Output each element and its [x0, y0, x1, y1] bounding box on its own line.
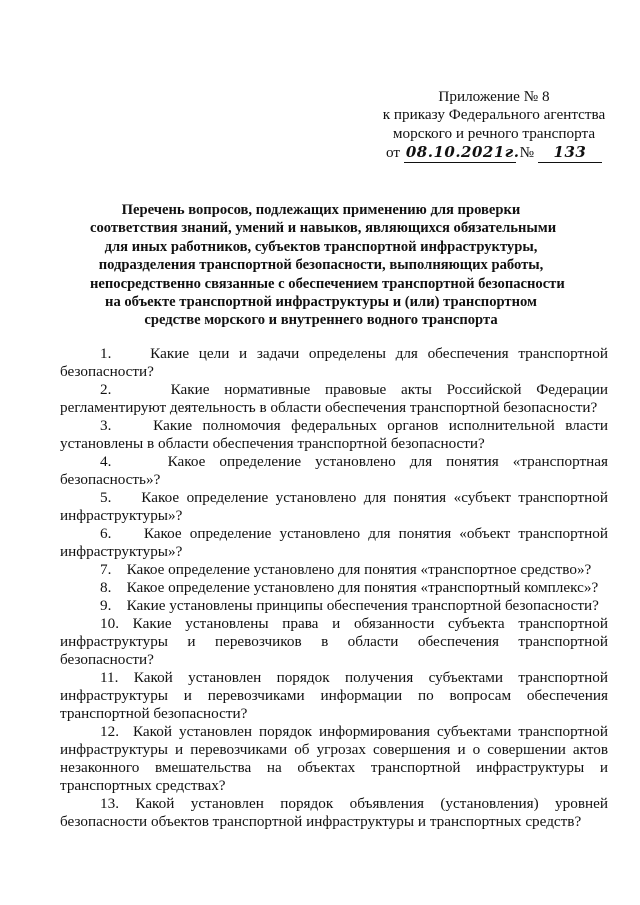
title-line: для иных работников, субъектов транспортной инфраструктуры, — [104, 238, 538, 255]
question-item: 6. Какое определение установлено для понятия «объект транспортной инфраструктуры»? — [60, 525, 608, 560]
question-item: 4. Какое определение установлено для понятия «транспортная безопасность»? — [60, 453, 608, 488]
question-item: 12. Какой установлен порядок информирования субъектами транспортной инфраструктуры и перевозчиками об угрозах совершения и о совершении актов незаконного вмешательства на объектах транспортной инфраструктуры и транспортных средствах? — [60, 723, 608, 794]
appendix-agency: морского и речного транспорта — [392, 124, 596, 142]
appendix-number: Приложение № 8 — [438, 88, 550, 105]
question-item: 2. Какие нормативные правовые акты Российской Федерации регламентируют деятельность в области обеспечения транспортной безопасности? — [60, 381, 608, 416]
title-line: подразделения транспортной безопасности, выполняющих работы, — [98, 257, 544, 274]
title-line: на объекте транспортной инфраструктуры и (или) транспортном — [105, 294, 537, 311]
question-item: 8. Какое определение установлено для понятия «транспортный комплекс»? — [100, 579, 599, 596]
handwritten-date: 08.10.2021г. — [405, 143, 520, 162]
from-label: от — [386, 144, 401, 162]
question-item: 7. Какое определение установлено для понятия «транспортное средство»? — [100, 561, 592, 578]
title-line: соответствия знаний, умений и навыков, являющихся обязательными — [90, 220, 557, 237]
question-item: 9. Какие установлены принципы обеспечения транспортной безопасности? — [100, 597, 599, 614]
question-list — [60, 345, 608, 831]
title-line: Перечень вопросов, подлежащих применению для проверки — [121, 202, 521, 218]
appendix-order-ref: к приказу Федерального агентства — [382, 106, 606, 124]
order-date-number — [378, 143, 610, 162]
handwritten-order-number: 133 — [538, 143, 602, 162]
question-item: 1. Какие цели и задачи определены для обеспечения транспортной безопасности? — [60, 345, 608, 380]
question-item: 3. Какие полномочия федеральных органов исполнительной власти установлены в области обеспечения транспортной безопасности? — [60, 417, 608, 452]
question-item: 11. Какой установлен порядок получения субъектами транспортной инфраструктуры и перевозчиками информации по вопросам обеспечения транспортной безопасности? — [60, 669, 608, 722]
title-line: средстве морского и внутреннего водного транспорта — [144, 312, 498, 329]
appendix-header — [378, 88, 610, 163]
title-line: непосредственно связанные с обеспечением транспортной безопасности — [90, 275, 565, 292]
number-label: № — [519, 144, 535, 162]
document-title — [90, 201, 565, 330]
question-item: 13. Какой установлен порядок объявления (установления) уровней безопасности объектов транспортной инфраструктуры и транспортных средств? — [60, 795, 608, 830]
question-item: 5. Какое определение установлено для понятия «субъект транспортной инфраструктуры»? — [60, 489, 608, 524]
question-item: 10. Какие установлены права и обязанности субъекта транспортной инфраструктуры и перевозчиков в области обеспечения транспортной безопасности? — [60, 615, 608, 668]
